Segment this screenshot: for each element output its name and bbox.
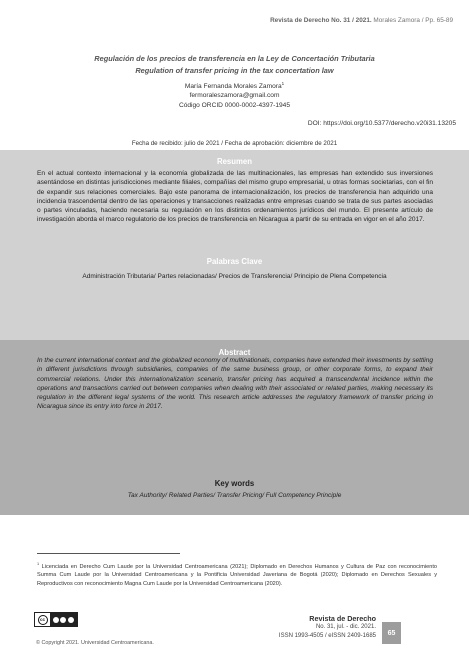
copyright-notice: © Copyright 2021. Universidad Centroamericana. [36, 640, 154, 646]
resumen-heading: Resumen [216, 157, 253, 166]
creative-commons-badge[interactable] [34, 612, 78, 627]
palabras-clave-heading: Palabras Clave [206, 257, 263, 266]
author-footnote-mark: 1 [281, 81, 285, 86]
article-title-english: Regulation of transfer pricing in the tax concertation law [135, 66, 334, 75]
footer-journal-name: Revista de Derecho [309, 614, 376, 623]
footer-issn: ISSN 1993-4505 / eISSN 2409-1685 [278, 632, 376, 639]
resumen-text: En el actual contexto internacional y la economía globalizada de las multinacionales, las empresas han extendido sus inversiones asentándose en distintas jurisdicciones mediante filiales, compañías del mismo grupo empresarial, u otras formas societarias, con el fin de expandir sus relaciones comerciales. Bajo este panorama de internacionalización, los precios de transferencia han adquirido una incidencia trascendental dentro de las operaciones y transacciones realizadas entre empresas cuando se trata de sus partes asociadas o partes vinculadas, haciendo necesaria su regulación en los distintos ordenamientos jurídicos del mundo. El presente artículo de investigación aborda el marco regulatorio de los precios de transferencia en Nicaragua a partir de su entrada en vigor en el año 2017. [37, 170, 433, 224]
cc-by-icon [53, 617, 59, 623]
footnote-text: Licenciada en Derecho Cum Laude por la Universidad Centroamericana (2021); Diplomado en Derechos Humanos y Cultura de Paz con reconocimiento Summa Cum Laude por la Universidad Centroamericana y la Pontificia Universidad Javeriana de Bogotá (2020); Diplomado en Derechos Sexuales y Reproductivos con reconocimiento Magna Cum Laude por la Universidad Centroamericana (2020). [37, 563, 437, 588]
cc-license-icons [50, 613, 77, 626]
running-header-rest: Morales Zamora / Pp. 65-89 [371, 17, 453, 24]
abstract-heading: Abstract [218, 348, 251, 357]
palabras-clave-text: Administración Tributaria/ Partes relacionadas/ Precios de Transferencia/ Principio de Plena Competencia [82, 273, 387, 280]
running-header [270, 17, 453, 24]
keywords-text: Tax Authority/ Related Parties/ Transfer Pricing/ Full Competency Principle [127, 492, 342, 499]
footer-journal-info [279, 615, 376, 640]
author-orcid: Código ORCID 0000-0002-4397-1945 [178, 101, 291, 109]
footnote-rule [37, 553, 180, 554]
cc-nd-icon [68, 617, 74, 623]
running-header-journal: Revista de Derecho No. 31 / 2021. [270, 17, 372, 24]
keywords-heading: Key words [214, 479, 255, 488]
author-block [0, 79, 469, 110]
footnote [37, 560, 437, 589]
page-number: 65 [382, 622, 401, 644]
submission-dates: Fecha de recibido: julio de 2021 / Fecha de aprobación: diciembre de 2021 [131, 140, 338, 147]
doi-link[interactable]: DOI: https://doi.org/10.5377/derecho.v20i31.13205 [307, 120, 456, 127]
author-name: María Fernanda Morales Zamora [184, 83, 282, 91]
author-name-line [0, 79, 469, 91]
article-title-spanish: Regulación de los precios de transferencia en la Ley de Concertación Tributaria [94, 54, 375, 63]
footnote-mark: 1 [37, 562, 40, 566]
author-email[interactable]: fermoraleszamora@gmail.com [189, 92, 280, 100]
cc-nc-icon [60, 617, 66, 623]
abstract-text: In the current international context and the globalized economy of multinationals, companies have extended their investments by settling in different jurisdictions through subsidiaries, companies of the same business group, or other corporate forms, to expand their commercial relations. Under this internationalization scenario, transfer pricing has acquired a transcendental incidence within the operations and transactions carried out between companies when dealing with their associated or related parties, making necessary its regulation in the different legal systems of the world. This research article addresses the regulatory framework of transfer pricing in Nicaragua since its entry into force in 2017. [37, 357, 433, 411]
cc-logo-area [35, 613, 50, 626]
footer-issue: No. 31, jul. - dic. 2021. [315, 624, 376, 631]
cc-logo-icon: cc [38, 615, 48, 625]
